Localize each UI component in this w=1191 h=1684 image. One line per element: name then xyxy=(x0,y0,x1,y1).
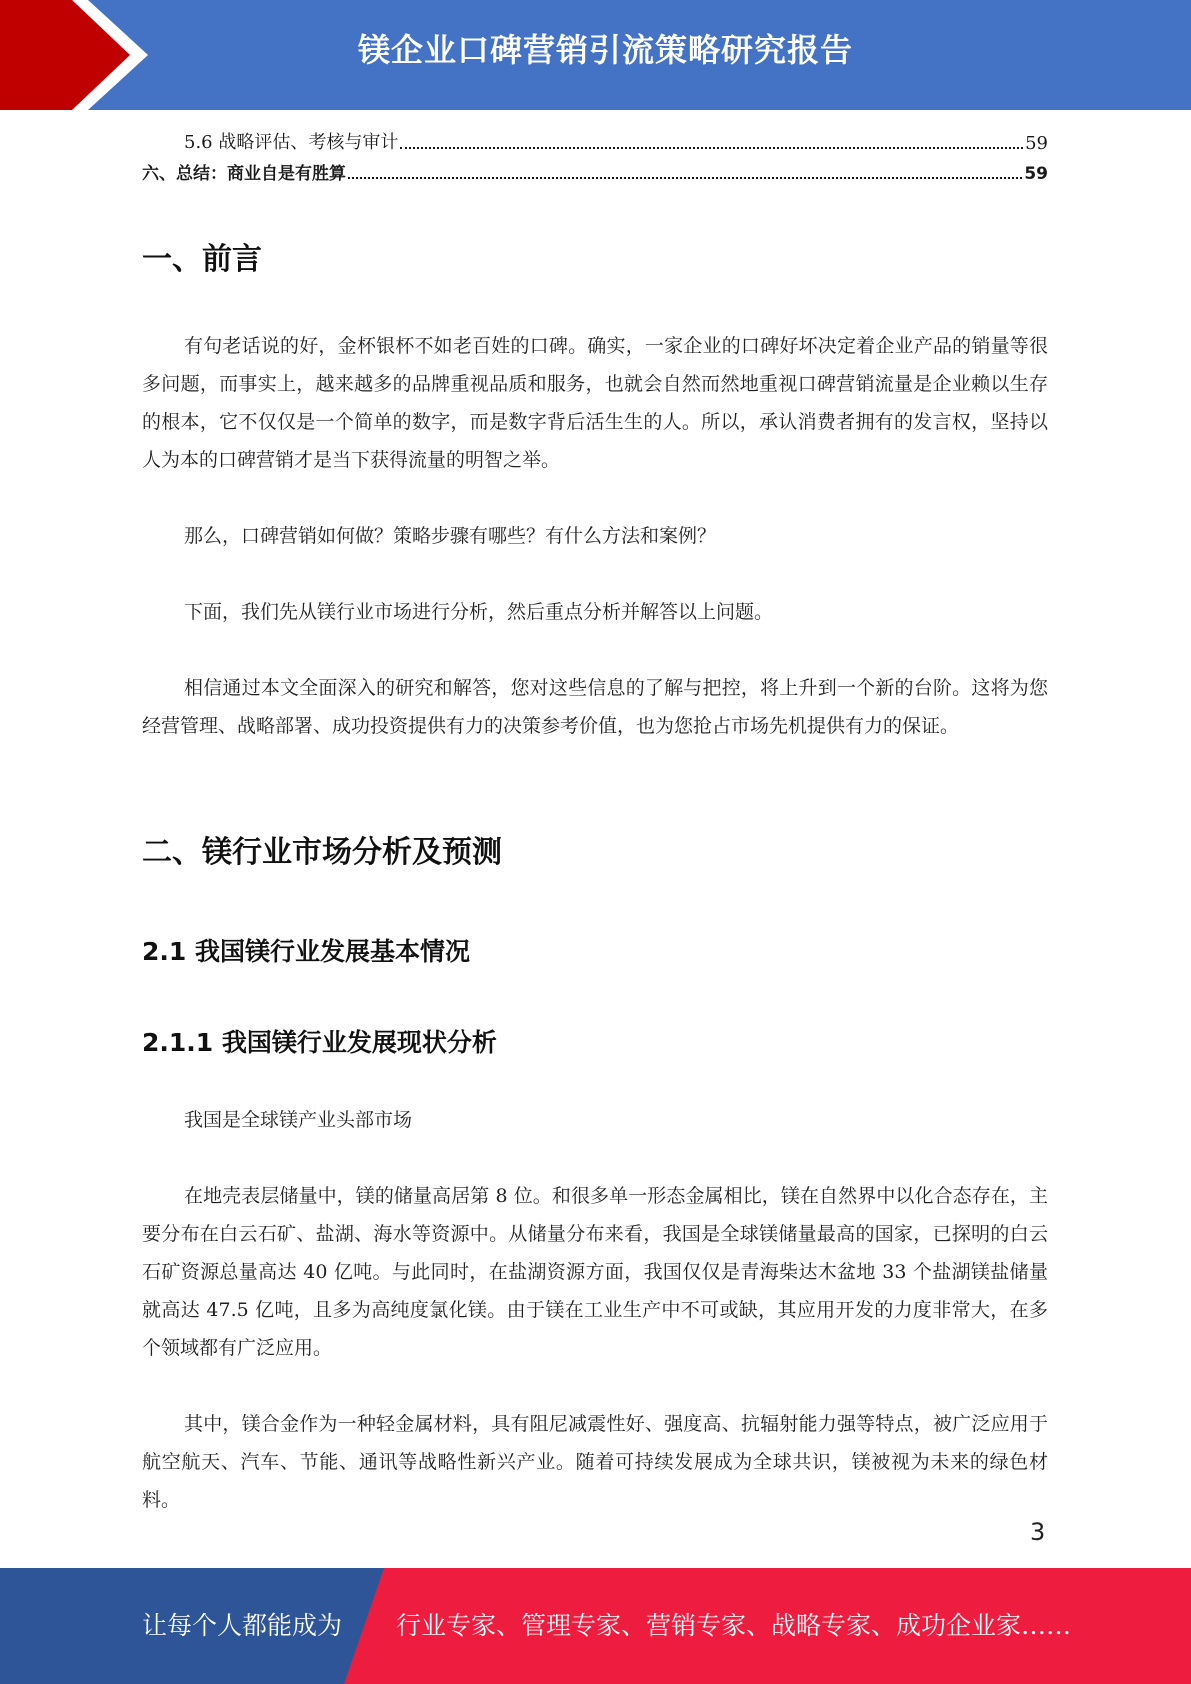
toc-entry[interactable] xyxy=(142,128,1048,154)
page-number: 3 xyxy=(1030,1518,1046,1546)
paragraph: 在地壳表层储量中，镁的储量高居第 8 位。和很多单一形态金属相比，镁在自然界中以化合态存在，主要分布在白云石矿、盐湖、海水等资源中。从储量分布来看，我国是全球镁储量最高的国家，已探明的白云石矿资源总量高达 40 亿吨。与此同时，在盐湖资源方面，我国仅仅是青海柴达木盆地 33 个盐湖镁盐储量就高达 47.5 亿吨，且多为高纯度氯化镁。由于镁在工业生产中不可或缺，其应用开发的力度非常大，在多个领域都有广泛应用。 xyxy=(142,1185,1048,1359)
subsection-heading: 2.1 我国镁行业发展基本情况 xyxy=(142,937,470,966)
paragraph: 我国是全球镁产业头部市场 xyxy=(184,1109,413,1131)
toc-entry-title: 5.6 战略评估、考核与审计 xyxy=(184,132,399,153)
paragraph: 下面，我们先从镁行业市场进行分析，然后重点分析并解答以上问题。 xyxy=(184,601,774,623)
toc-entry-page: 59 xyxy=(1024,164,1048,184)
section-heading-intro: 一、前言 xyxy=(142,242,262,277)
paragraph: 那么，口碑营销如何做？策略步骤有哪些？有什么方法和案例？ xyxy=(184,525,717,547)
footer-slogan-right: 行业专家、管理专家、营销专家、战略专家、成功企业家…… xyxy=(396,1611,1072,1640)
paragraph: 相信通过本文全面深入的研究和解答，您对这些信息的了解与把控，将上升到一个新的台阶。这将为您经营管理、战略部署、成功投资提供有力的决策参考价值，也为您抢占市场先机提供有力的保证。 xyxy=(142,677,1048,737)
footer-slogan-left: 让每个人都能成为 xyxy=(142,1611,343,1640)
toc-entry-page: 59 xyxy=(1025,133,1048,154)
paragraph: 有句老话说的好，金杯银杯不如老百姓的口碑。确实，一家企业的口碑好坏决定着企业产品的销量等很多问题，而事实上，越来越多的品牌重视品质和服务，也就会自然而然地重视口碑营销流量是企业赖以生存的根本，它不仅仅是一个简单的数字，而是数字背后活生生的人。所以，承认消费者拥有的发言权，坚持以人为本的口碑营销才是当下获得流量的明智之举。 xyxy=(142,335,1048,471)
paragraph: 其中，镁合金作为一种轻金属材料，具有阻尼减震性好、强度高、抗辐射能力强等特点，被广泛应用于航空航天、汽车、节能、通讯等战略性新兴产业。随着可持续发展成为全球共识，镁被视为未来的绿色材料。 xyxy=(142,1413,1048,1511)
toc-entry-title: 六、总结：商业自是有胜算 xyxy=(142,164,346,184)
header-banner xyxy=(0,0,1191,110)
section-heading-market: 二、镁行业市场分析及预测 xyxy=(142,835,502,870)
toc-leader-dots xyxy=(348,177,1022,179)
footer-banner xyxy=(0,1568,1191,1684)
toc-entry[interactable] xyxy=(142,158,1048,184)
report-title: 镁企业口碑营销引流策略研究报告 xyxy=(357,31,853,69)
subsection-heading: 2.1.1 我国镁行业发展现状分析 xyxy=(142,1028,497,1057)
toc-leader-dots xyxy=(400,147,1023,149)
